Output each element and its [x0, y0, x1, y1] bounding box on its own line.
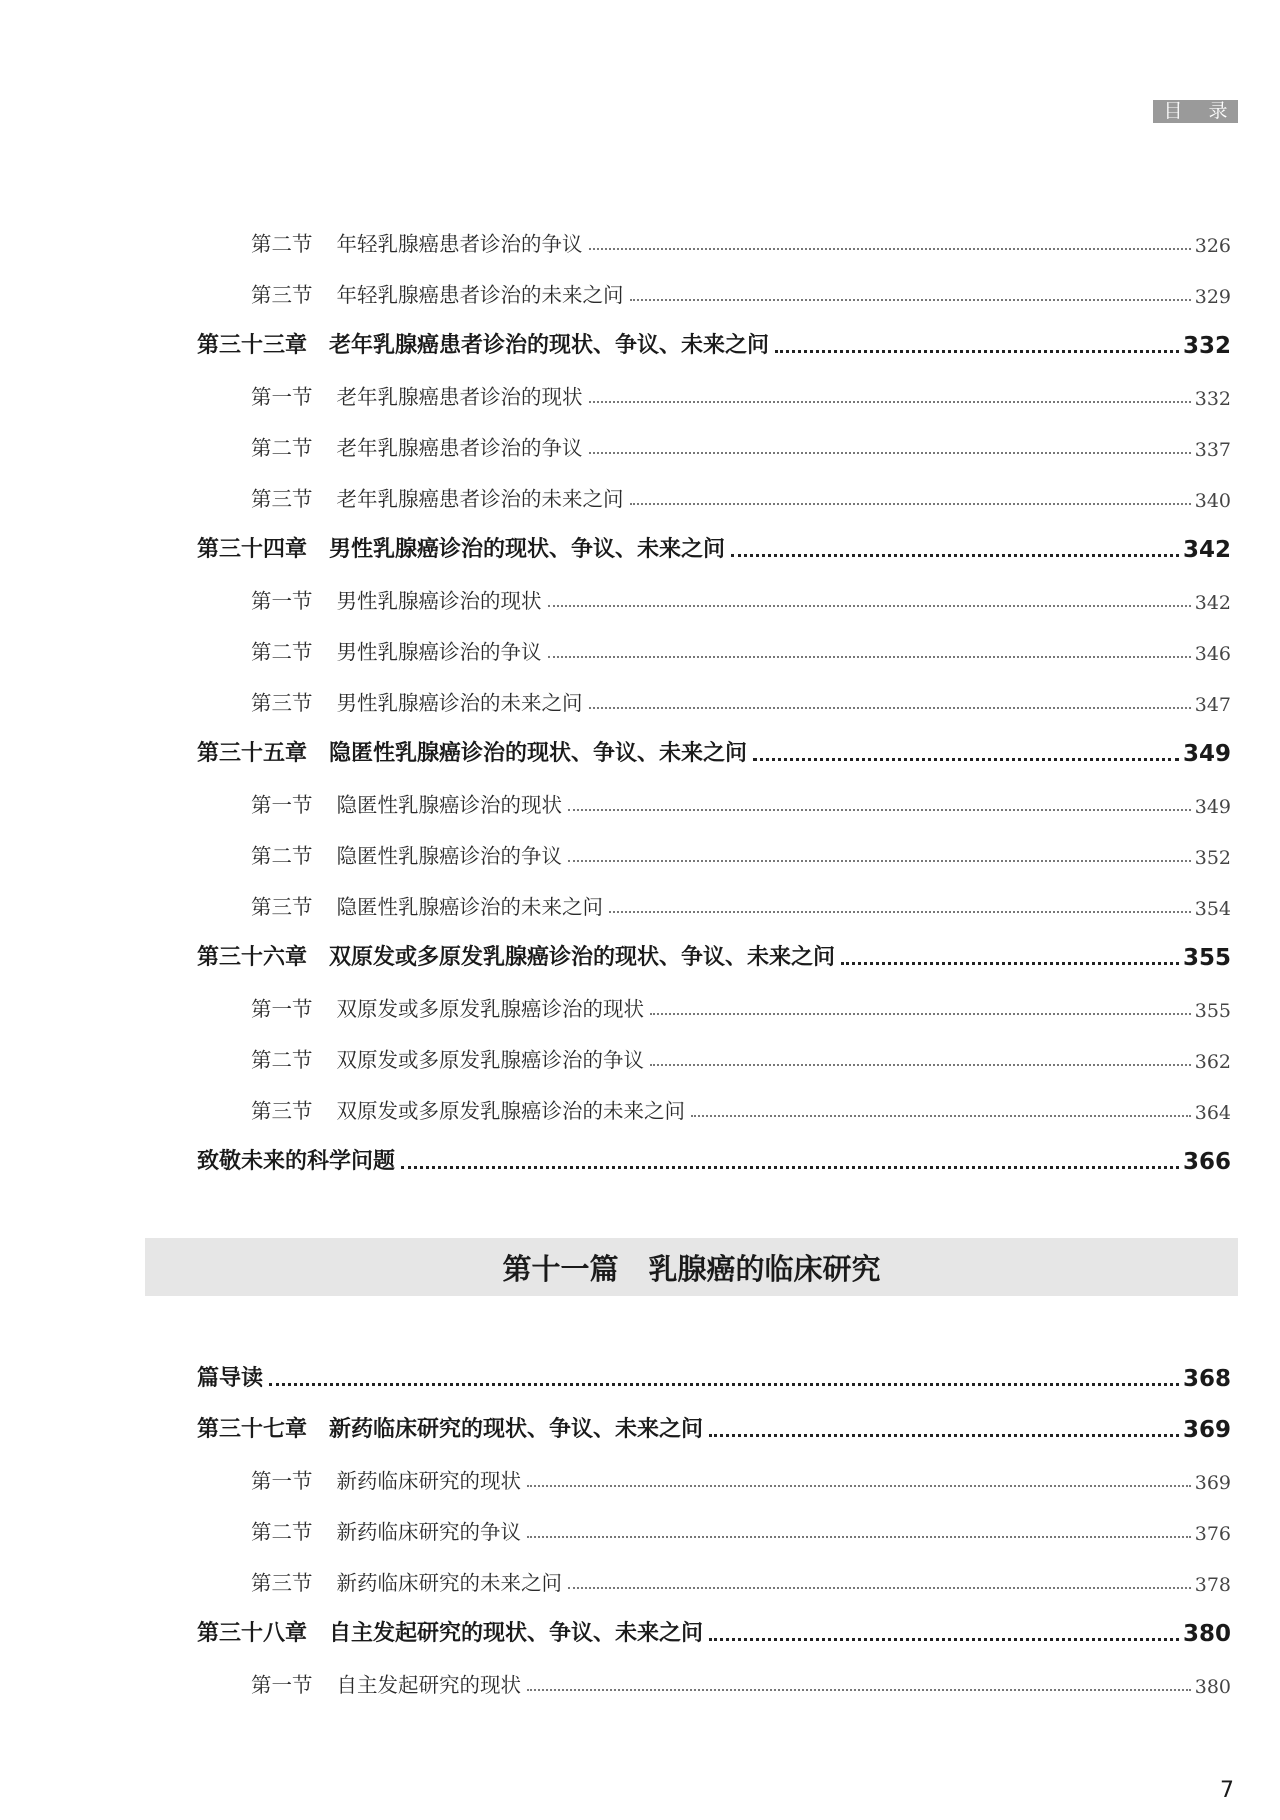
section-number: 第三节 [251, 691, 313, 715]
section-number: 第二节 [251, 844, 313, 868]
toc-section-entry[interactable] [197, 574, 1231, 614]
dot-leader [691, 1115, 1191, 1117]
toc-section-entry[interactable] [197, 1084, 1231, 1124]
toc-section-entry[interactable] [197, 472, 1231, 512]
entry-page-number: 368 [1182, 1366, 1231, 1392]
toc-chapter-entry[interactable] [197, 1607, 1231, 1647]
toc-section-entry[interactable] [197, 370, 1231, 410]
section-number: 第二节 [251, 1520, 313, 1544]
entry-page-number: 376 [1194, 1523, 1231, 1545]
toc-section-entry[interactable] [197, 421, 1231, 461]
entry-title: 双原发或多原发乳腺癌诊治的争议 [336, 1048, 644, 1072]
entry-title: 双原发或多原发乳腺癌诊治的现状 [336, 997, 644, 1021]
toc-section-entry[interactable] [197, 1454, 1231, 1494]
chapter-number: 第三十四章 [197, 537, 308, 562]
dot-leader [630, 299, 1191, 301]
dot-leader [548, 656, 1191, 658]
toc-chapter-entry[interactable] [197, 931, 1231, 971]
entry-page-number: 349 [1194, 796, 1231, 818]
section-number: 第三节 [251, 895, 313, 919]
entry-page-number: 332 [1182, 333, 1231, 359]
entry-page-number: 369 [1182, 1417, 1231, 1443]
entry-title: 新药临床研究的现状 [336, 1469, 521, 1493]
toc-chapter-entry[interactable] [197, 1352, 1231, 1392]
entry-title: 男性乳腺癌诊治的未来之问 [336, 691, 583, 715]
part-banner [145, 1238, 1238, 1296]
entry-title: 男性乳腺癌诊治的争议 [336, 640, 542, 664]
entry-title: 老年乳腺癌患者诊治的现状 [336, 385, 583, 409]
toc-section-entry[interactable] [197, 676, 1231, 716]
entry-title: 致敬未来的科学问题 [197, 1149, 396, 1174]
toc-section-entry[interactable] [197, 982, 1231, 1022]
entry-page-number: 364 [1194, 1102, 1231, 1124]
entry-page-number: 362 [1194, 1051, 1231, 1073]
dot-leader [731, 554, 1179, 557]
entry-title: 新药临床研究的现状、争议、未来之问 [329, 1417, 704, 1442]
chapter-number: 第三十七章 [197, 1417, 308, 1442]
section-number: 第一节 [251, 1673, 313, 1697]
dot-leader [401, 1166, 1179, 1169]
entry-title: 老年乳腺癌患者诊治的现状、争议、未来之问 [329, 333, 770, 358]
dot-leader [753, 758, 1179, 761]
dot-leader [775, 350, 1179, 353]
section-header-tag: 目 录 [1153, 100, 1238, 123]
dot-leader [589, 401, 1191, 403]
entry-page-number: 346 [1194, 643, 1231, 665]
part-title: 乳腺癌的临床研究 [648, 1251, 881, 1286]
dot-leader [527, 1536, 1191, 1538]
toc-chapter-entry[interactable] [197, 523, 1231, 563]
toc-section-entry[interactable] [197, 625, 1231, 665]
entry-page-number: 332 [1194, 388, 1231, 410]
dot-leader [650, 1013, 1191, 1015]
entry-page-number: 355 [1194, 1000, 1231, 1022]
entry-title: 双原发或多原发乳腺癌诊治的现状、争议、未来之问 [329, 945, 836, 970]
entry-title: 隐匿性乳腺癌诊治的现状 [336, 793, 562, 817]
dot-leader [650, 1064, 1191, 1066]
toc-section-entry[interactable] [197, 778, 1231, 818]
entry-page-number: 378 [1194, 1574, 1231, 1596]
chapter-number: 第三十三章 [197, 333, 308, 358]
chapter-number: 第三十八章 [197, 1621, 308, 1646]
entry-title: 年轻乳腺癌患者诊治的争议 [336, 232, 583, 256]
dot-leader [568, 809, 1191, 811]
entry-title: 男性乳腺癌诊治的现状 [336, 589, 542, 613]
toc-chapter-entry[interactable] [197, 1403, 1231, 1443]
section-number: 第一节 [251, 385, 313, 409]
section-number: 第三节 [251, 283, 313, 307]
section-number: 第三节 [251, 1099, 313, 1123]
dot-leader [589, 452, 1191, 454]
toc-chapter-entry[interactable] [197, 727, 1231, 767]
section-number: 第二节 [251, 232, 313, 256]
entry-page-number: 366 [1182, 1149, 1231, 1175]
section-number: 第一节 [251, 793, 313, 817]
dot-leader [269, 1383, 1179, 1386]
section-number: 第一节 [251, 589, 313, 613]
section-number: 第一节 [251, 1469, 313, 1493]
entry-page-number: 329 [1194, 286, 1231, 308]
section-number: 第二节 [251, 1048, 313, 1072]
dot-leader [709, 1638, 1179, 1641]
entry-page-number: 352 [1194, 847, 1231, 869]
dot-leader [609, 911, 1191, 913]
entry-page-number: 369 [1194, 1472, 1231, 1494]
entry-page-number: 354 [1194, 898, 1231, 920]
toc-section-entry[interactable] [197, 880, 1231, 920]
entry-title: 新药临床研究的争议 [336, 1520, 521, 1544]
entry-title: 年轻乳腺癌患者诊治的未来之问 [336, 283, 624, 307]
dot-leader [630, 503, 1191, 505]
entry-title: 双原发或多原发乳腺癌诊治的未来之问 [336, 1099, 685, 1123]
toc-section-entry[interactable] [197, 268, 1231, 308]
entry-page-number: 337 [1194, 439, 1231, 461]
entry-page-number: 342 [1182, 537, 1231, 563]
dot-leader [527, 1689, 1191, 1691]
toc-section-entry[interactable] [197, 1505, 1231, 1545]
entry-page-number: 342 [1194, 592, 1231, 614]
dot-leader [527, 1485, 1191, 1487]
toc-section-entry[interactable] [197, 1556, 1231, 1596]
toc-section-entry[interactable] [197, 829, 1231, 869]
entry-title: 新药临床研究的未来之问 [336, 1571, 562, 1595]
entry-title: 自主发起研究的现状、争议、未来之问 [329, 1621, 704, 1646]
entry-page-number: 380 [1194, 1676, 1231, 1698]
section-number: 第三节 [251, 487, 313, 511]
dot-leader [568, 860, 1191, 862]
part-number: 第十一篇 [502, 1251, 619, 1286]
entry-title: 隐匿性乳腺癌诊治的未来之问 [336, 895, 603, 919]
dot-leader [548, 605, 1191, 607]
toc-section-entry[interactable] [197, 1033, 1231, 1073]
entry-title: 老年乳腺癌患者诊治的争议 [336, 436, 583, 460]
chapter-number: 第三十六章 [197, 945, 308, 970]
entry-page-number: 326 [1194, 235, 1231, 257]
section-number: 第二节 [251, 640, 313, 664]
entry-page-number: 355 [1182, 945, 1231, 971]
dot-leader [568, 1587, 1191, 1589]
entry-page-number: 347 [1194, 694, 1231, 716]
entry-page-number: 349 [1182, 741, 1231, 767]
entry-page-number: 340 [1194, 490, 1231, 512]
entry-title: 自主发起研究的现状 [336, 1673, 521, 1697]
entry-title: 隐匿性乳腺癌诊治的争议 [336, 844, 562, 868]
section-number: 第二节 [251, 436, 313, 460]
section-number: 第一节 [251, 997, 313, 1021]
entry-title: 男性乳腺癌诊治的现状、争议、未来之问 [329, 537, 726, 562]
page-number: 7 [1220, 1778, 1234, 1803]
dot-leader [589, 248, 1191, 250]
entry-page-number: 380 [1182, 1621, 1231, 1647]
dot-leader [709, 1434, 1179, 1437]
toc-section-entry[interactable] [197, 1658, 1231, 1698]
toc-chapter-entry[interactable] [197, 319, 1231, 359]
toc-chapter-entry[interactable] [197, 1135, 1231, 1175]
dot-leader [841, 962, 1179, 965]
toc-section-entry[interactable] [197, 217, 1231, 257]
entry-title: 篇导读 [197, 1366, 264, 1391]
dot-leader [589, 707, 1191, 709]
entry-title: 老年乳腺癌患者诊治的未来之问 [336, 487, 624, 511]
chapter-number: 第三十五章 [197, 741, 308, 766]
section-number: 第三节 [251, 1571, 313, 1595]
entry-title: 隐匿性乳腺癌诊治的现状、争议、未来之问 [329, 741, 748, 766]
